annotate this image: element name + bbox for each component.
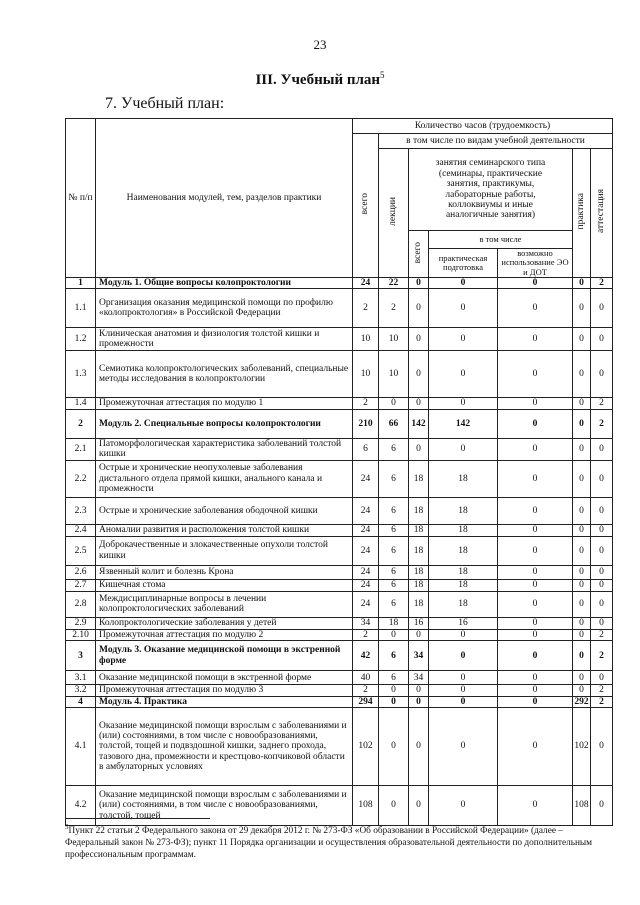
- seminar-total-cell: 0: [409, 708, 429, 786]
- attestation-cell: 0: [591, 671, 613, 685]
- eo-dot-cell: 0: [498, 536, 573, 565]
- row-name: Доброкачественные и злокачественные опухоли толстой кишки: [96, 536, 353, 565]
- table-row: [66, 409, 613, 438]
- eo-dot-cell: 0: [498, 438, 573, 460]
- row-number: 2.7: [66, 579, 96, 591]
- lectures-cell: 0: [379, 629, 409, 640]
- practice-cell: 0: [573, 641, 591, 671]
- eo-dot-cell: 0: [498, 328, 573, 351]
- practical-training-cell: 0: [429, 708, 498, 786]
- seminar-total-cell: 142: [409, 409, 429, 438]
- attestation-cell: 0: [591, 591, 613, 617]
- eo-dot-cell: 0: [498, 351, 573, 398]
- eo-dot-cell: 0: [498, 409, 573, 438]
- practical-training-cell: 18: [429, 460, 498, 497]
- hours-total-cell: 210: [353, 409, 379, 438]
- seminar-total-cell: 18: [409, 579, 429, 591]
- hours-total-cell: 24: [353, 591, 379, 617]
- practical-training-cell: 18: [429, 497, 498, 524]
- seminar-total-cell: 0: [409, 786, 429, 826]
- row-name: Модуль 3. Оказание медицинской помощи в экстренной форме: [96, 641, 353, 671]
- table-row: [66, 671, 613, 685]
- lectures-cell: 0: [379, 696, 409, 707]
- row-name: Оказание медицинской помощи взрослым с заболеваниями и (или) состояниями, в том числе с новообразованиями, толстой, тощей: [96, 786, 353, 826]
- table-row: [66, 685, 613, 696]
- attestation-cell: 0: [591, 536, 613, 565]
- practical-training-cell: 16: [429, 617, 498, 629]
- lectures-cell: 6: [379, 565, 409, 579]
- hours-total-cell: 2: [353, 289, 379, 328]
- table-body: [66, 278, 613, 826]
- practical-training-cell: 0: [429, 398, 498, 409]
- row-name: Колопроктологические заболевания у детей: [96, 617, 353, 629]
- practice-cell: 0: [573, 536, 591, 565]
- lectures-cell: 0: [379, 685, 409, 696]
- seminar-total-cell: 18: [409, 565, 429, 579]
- header-seminar-total: всего: [409, 231, 429, 278]
- row-number: 1.2: [66, 328, 96, 351]
- practical-training-cell: 0: [429, 786, 498, 826]
- attestation-cell: 0: [591, 524, 613, 536]
- row-name: Аномалии развития и расположения толстой кишки: [96, 524, 353, 536]
- header-seminar: занятия семинарского типа (семинары, практические занятия, практикумы, лабораторные работы, коллоквиумы и иные аналогичные занятия): [409, 149, 573, 231]
- table-row: [66, 641, 613, 671]
- attestation-cell: 0: [591, 289, 613, 328]
- table-row: [66, 278, 613, 289]
- row-number: 2.6: [66, 565, 96, 579]
- footnote-number: 5: [65, 823, 69, 831]
- eo-dot-cell: 0: [498, 591, 573, 617]
- page-number: 23: [313, 37, 327, 52]
- table-row: [66, 438, 613, 460]
- header-including: в том числе: [429, 231, 573, 249]
- table-row: [66, 708, 613, 786]
- subtitle: 7. Учебный план:: [105, 95, 225, 112]
- practical-training-cell: 0: [429, 289, 498, 328]
- row-number: 2.5: [66, 536, 96, 565]
- hours-total-cell: 10: [353, 328, 379, 351]
- attestation-cell: 2: [591, 696, 613, 707]
- lectures-cell: 6: [379, 524, 409, 536]
- row-number: 4: [66, 696, 96, 707]
- hours-total-cell: 24: [353, 497, 379, 524]
- table-row: [66, 289, 613, 328]
- eo-dot-cell: 0: [498, 629, 573, 640]
- practical-training-cell: 0: [429, 696, 498, 707]
- eo-dot-cell: 0: [498, 708, 573, 786]
- attestation-cell: 0: [591, 497, 613, 524]
- header-num: № п/п: [66, 119, 96, 278]
- row-number: 2.1: [66, 438, 96, 460]
- lectures-cell: 0: [379, 398, 409, 409]
- practical-training-cell: 142: [429, 409, 498, 438]
- hours-total-cell: 102: [353, 708, 379, 786]
- footnote-text: Пункт 22 статьи 2 Федерального закона от 29 декабря 2012 г. № 273-ФЗ «Об образовании в Российской Федерации» (далее – Федеральный закон № 273-ФЗ); пункт 11 Порядка организации и осуществления образовательной деятельности по дополнительным профессиональным программам.: [65, 826, 593, 861]
- attestation-cell: 0: [591, 708, 613, 786]
- attestation-cell: 2: [591, 629, 613, 640]
- seminar-total-cell: 34: [409, 641, 429, 671]
- table-row: [66, 328, 613, 351]
- practice-cell: 0: [573, 671, 591, 685]
- practice-cell: 0: [573, 524, 591, 536]
- practice-cell: 0: [573, 409, 591, 438]
- row-number: 4.1: [66, 708, 96, 786]
- hours-total-cell: 24: [353, 278, 379, 289]
- attestation-cell: 0: [591, 460, 613, 497]
- practice-cell: 0: [573, 438, 591, 460]
- lectures-cell: 6: [379, 497, 409, 524]
- hours-total-cell: 294: [353, 696, 379, 707]
- row-name: Промежуточная аттестация по модулю 2: [96, 629, 353, 640]
- practice-cell: 0: [573, 629, 591, 640]
- hours-total-cell: 40: [353, 671, 379, 685]
- hours-total-cell: 34: [353, 617, 379, 629]
- practical-training-cell: 0: [429, 438, 498, 460]
- hours-total-cell: 42: [353, 641, 379, 671]
- eo-dot-cell: 0: [498, 671, 573, 685]
- practical-training-cell: 18: [429, 536, 498, 565]
- seminar-total-cell: 18: [409, 460, 429, 497]
- table-row: [66, 696, 613, 707]
- eo-dot-cell: 0: [498, 460, 573, 497]
- seminar-total-cell: 34: [409, 671, 429, 685]
- row-name: Язвенный колит и болезнь Крона: [96, 565, 353, 579]
- header-name: Наименования модулей, тем, разделов практики: [96, 119, 353, 278]
- seminar-total-cell: 0: [409, 438, 429, 460]
- row-number: 2.9: [66, 617, 96, 629]
- seminar-total-cell: 0: [409, 289, 429, 328]
- row-name: Оказание медицинской помощи взрослым с заболеваниями и (или) состояниями, в том числе с новообразованиями, толстой, тощей и подвздошной кишки, заднего прохода, тазового дна, промежности и крестцово-копчиковой области в амбулаторных условиях: [96, 708, 353, 786]
- table-row: [66, 786, 613, 826]
- row-number: 1: [66, 278, 96, 289]
- practical-training-cell: 18: [429, 565, 498, 579]
- lectures-cell: 66: [379, 409, 409, 438]
- practice-cell: 102: [573, 708, 591, 786]
- attestation-cell: 0: [591, 438, 613, 460]
- lectures-cell: 18: [379, 617, 409, 629]
- row-name: Оказание медицинской помощи в экстренной форме: [96, 671, 353, 685]
- hours-total-cell: 2: [353, 629, 379, 640]
- practice-cell: 0: [573, 685, 591, 696]
- row-name: Клиническая анатомия и физиология толстой кишки и промежности: [96, 328, 353, 351]
- table-row: [66, 398, 613, 409]
- eo-dot-cell: 0: [498, 524, 573, 536]
- seminar-total-cell: 0: [409, 351, 429, 398]
- seminar-total-cell: 18: [409, 524, 429, 536]
- hours-total-cell: 10: [353, 351, 379, 398]
- attestation-cell: 0: [591, 786, 613, 826]
- hours-total-cell: 24: [353, 565, 379, 579]
- hours-total-cell: 24: [353, 524, 379, 536]
- lectures-cell: 0: [379, 786, 409, 826]
- seminar-total-cell: 18: [409, 536, 429, 565]
- attestation-cell: 0: [591, 579, 613, 591]
- practice-cell: 108: [573, 786, 591, 826]
- row-number: 2.2: [66, 460, 96, 497]
- lectures-cell: 6: [379, 671, 409, 685]
- practical-training-cell: 0: [429, 328, 498, 351]
- seminar-total-cell: 0: [409, 398, 429, 409]
- practical-training-cell: 0: [429, 351, 498, 398]
- row-name: Междисциплинарные вопросы в лечении колопроктологических заболеваний: [96, 591, 353, 617]
- hours-total-cell: 24: [353, 460, 379, 497]
- practical-training-cell: 0: [429, 671, 498, 685]
- eo-dot-cell: 0: [498, 617, 573, 629]
- lectures-cell: 0: [379, 708, 409, 786]
- row-number: 2.8: [66, 591, 96, 617]
- eo-dot-cell: 0: [498, 398, 573, 409]
- practice-cell: 292: [574, 696, 589, 707]
- table-row: [66, 617, 613, 629]
- practical-training-cell: 18: [429, 579, 498, 591]
- attestation-cell: 0: [591, 617, 613, 629]
- row-name: Кишечная стома: [96, 579, 353, 591]
- practice-cell: 0: [573, 579, 591, 591]
- header-lectures: лекции: [379, 149, 409, 278]
- seminar-total-cell: 0: [409, 685, 429, 696]
- practical-training-cell: 0: [429, 278, 498, 289]
- hours-total-cell: 108: [353, 786, 379, 826]
- practice-cell: 0: [573, 398, 591, 409]
- table-row: [66, 460, 613, 497]
- row-number: 3.2: [66, 685, 96, 696]
- practical-training-cell: 0: [429, 685, 498, 696]
- eo-dot-cell: 0: [498, 289, 573, 328]
- eo-dot-cell: 0: [498, 278, 573, 289]
- eo-dot-cell: 0: [498, 565, 573, 579]
- hours-total-cell: 24: [353, 579, 379, 591]
- row-number: 4.2: [66, 786, 96, 826]
- table-row: [66, 629, 613, 640]
- section-title-text: III. Учебный план: [255, 72, 381, 88]
- practice-cell: 0: [573, 278, 591, 289]
- row-number: 1.3: [66, 351, 96, 398]
- row-name: Острые и хронические неопухолевые заболевания дистального отдела прямой кишки, анального канала и промежности: [96, 460, 353, 497]
- attestation-cell: 2: [591, 685, 613, 696]
- header-hours: Количество часов (трудоемкость): [353, 119, 613, 134]
- seminar-total-cell: 18: [409, 591, 429, 617]
- practical-training-cell: 0: [429, 641, 498, 671]
- row-number: 2.4: [66, 524, 96, 536]
- eo-dot-cell: 0: [498, 579, 573, 591]
- lectures-cell: 6: [379, 536, 409, 565]
- row-name: Модуль 2. Специальные вопросы колопроктологии: [96, 409, 353, 438]
- section-title: [0, 70, 640, 89]
- eo-dot-cell: 0: [498, 641, 573, 671]
- lectures-cell: 6: [379, 579, 409, 591]
- table-row: [66, 565, 613, 579]
- row-name: Патоморфологическая характеристика заболеваний толстой кишки: [96, 438, 353, 460]
- attestation-cell: 0: [591, 351, 613, 398]
- hours-total-cell: 2: [353, 685, 379, 696]
- row-name: Семиотика колопроктологических заболеваний, специальные методы исследования в колопроктологии: [96, 351, 353, 398]
- practice-cell: 0: [573, 328, 591, 351]
- seminar-total-cell: 0: [409, 696, 429, 707]
- lectures-cell: 6: [379, 460, 409, 497]
- eo-dot-cell: 0: [498, 497, 573, 524]
- row-number: 1.1: [66, 289, 96, 328]
- table-row: [66, 536, 613, 565]
- header-attestation: аттестация: [591, 149, 613, 278]
- row-name: Модуль 1. Общие вопросы колопроктологии: [96, 278, 353, 289]
- practice-cell: 0: [573, 591, 591, 617]
- attestation-cell: 2: [591, 641, 613, 671]
- footnote-ref: 5: [380, 70, 385, 80]
- practical-training-cell: 18: [429, 591, 498, 617]
- lectures-cell: 10: [379, 351, 409, 398]
- row-number: 3: [66, 641, 96, 671]
- lectures-cell: 6: [379, 641, 409, 671]
- seminar-total-cell: 0: [409, 328, 429, 351]
- row-number: 2.10: [66, 629, 96, 640]
- header-practical-training: практическая подготовка: [429, 249, 498, 278]
- practice-cell: 0: [573, 617, 591, 629]
- header-practice: практика: [573, 149, 591, 278]
- header-eo-dot: возможно использование ЭО и ДОТ: [498, 249, 573, 278]
- seminar-total-cell: 0: [409, 629, 429, 640]
- eo-dot-cell: 0: [498, 685, 573, 696]
- practice-cell: 0: [573, 497, 591, 524]
- header-by-type: в том числе по видам учебной деятельности: [379, 134, 613, 149]
- lectures-cell: 10: [379, 328, 409, 351]
- practice-cell: 0: [573, 565, 591, 579]
- footnote: [65, 823, 615, 861]
- lectures-cell: 2: [379, 289, 409, 328]
- hours-total-cell: 24: [353, 536, 379, 565]
- attestation-cell: 2: [591, 278, 613, 289]
- row-name: Острые и хронические заболевания ободочной кишки: [96, 497, 353, 524]
- row-name: Организация оказания медицинской помощи по профилю «колопроктология» в Российской Федерации: [96, 289, 353, 328]
- practice-cell: 0: [573, 289, 591, 328]
- row-number: 3.1: [66, 671, 96, 685]
- hours-total-cell: 6: [353, 438, 379, 460]
- table-row: [66, 579, 613, 591]
- practical-training-cell: 18: [429, 524, 498, 536]
- row-name: Промежуточная аттестация по модулю 3: [96, 685, 353, 696]
- seminar-total-cell: 16: [409, 617, 429, 629]
- row-name: Промежуточная аттестация по модулю 1: [96, 398, 353, 409]
- row-number: 1.4: [66, 398, 96, 409]
- hours-total-cell: 2: [353, 398, 379, 409]
- attestation-cell: 2: [591, 398, 613, 409]
- row-number: 2.3: [66, 497, 96, 524]
- attestation-cell: 0: [591, 328, 613, 351]
- lectures-cell: 6: [379, 591, 409, 617]
- practice-cell: 0: [573, 351, 591, 398]
- eo-dot-cell: 0: [498, 696, 573, 707]
- seminar-total-cell: 0: [409, 278, 429, 289]
- footnote-divider: [65, 818, 210, 819]
- curriculum-table: [65, 118, 613, 826]
- row-name: Модуль 4. Практика: [96, 696, 353, 707]
- header-total: всего: [353, 134, 379, 278]
- lectures-cell: 6: [379, 438, 409, 460]
- attestation-cell: 0: [591, 565, 613, 579]
- table-row: [66, 524, 613, 536]
- row-number: 2: [66, 409, 96, 438]
- table-row: [66, 591, 613, 617]
- lectures-cell: 22: [379, 278, 409, 289]
- seminar-total-cell: 18: [409, 497, 429, 524]
- eo-dot-cell: 0: [498, 786, 573, 826]
- table-row: [66, 497, 613, 524]
- practical-training-cell: 0: [429, 629, 498, 640]
- attestation-cell: 2: [591, 409, 613, 438]
- table-row: [66, 351, 613, 398]
- practice-cell: 0: [573, 460, 591, 497]
